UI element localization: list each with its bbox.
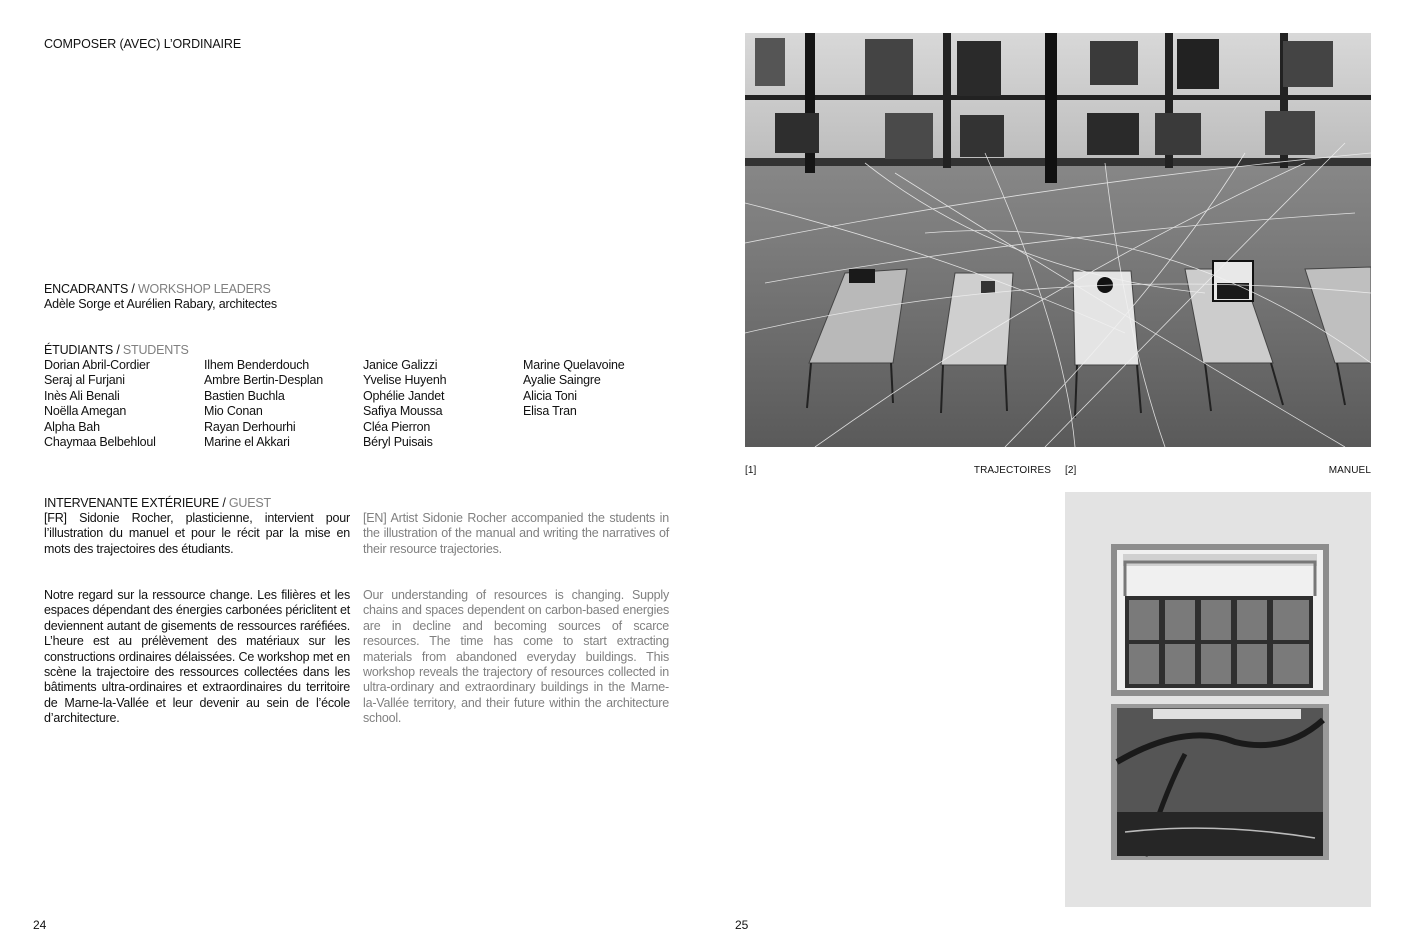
student-name: Marine el Akkari <box>204 435 290 450</box>
student-name: Yvelise Huyenh <box>363 373 447 388</box>
leaders-names: Adèle Sorge et Aurélien Rabary, architectes <box>44 297 277 311</box>
students-separator: / <box>113 343 123 357</box>
student-name: Alpha Bah <box>44 419 100 434</box>
leaders-heading-en: WORKSHOP LEADERS <box>137 282 271 296</box>
guest-separator: / <box>219 496 229 510</box>
leaders-separator: / <box>128 282 138 296</box>
body-text-fr: Notre regard sur la ressource change. Les filières et les espaces dépendant des énergies carbonées périclitent et deviennent autant de gisements de ressources raréfiées. L’heure est au prélèvement des matériaux sur les constructions ordinaires délaissées. Ce workshop met en scène la trajectoire des ressources collectées dans les bâtiments ultra-ordinaires et extraordinaires du territoire de Marne-la-Vallée et leur devenir au sein de l’école d’architecture. <box>44 588 350 726</box>
student-name: Inès Ali Benali <box>44 388 120 403</box>
student-name: Dorian Abril-Cordier <box>44 358 150 372</box>
students-column-1 <box>44 358 204 450</box>
guest-text-fr: [FR] Sidonie Rocher, plasticienne, intervient pour l’illustration du manuel et pour le récit par la mise en mots des trajectoires des étudiants. <box>44 511 350 556</box>
page-title: COMPOSER (AVEC) L’ORDINAIRE <box>44 37 242 51</box>
caption-2-number: [2] <box>1065 465 1077 476</box>
students-column-3 <box>363 358 523 450</box>
guest-heading <box>44 496 271 511</box>
photo-trajectoires <box>745 33 1371 447</box>
page-number-right: 25 <box>735 918 749 932</box>
leaders-heading <box>44 282 271 297</box>
exhibition-photo-illustration <box>745 33 1371 447</box>
student-name: Seraj al Furjani <box>44 373 125 388</box>
student-name: Ambre Bertin-Desplan <box>204 373 323 388</box>
page-number-left: 24 <box>33 918 47 932</box>
student-name: Béryl Puisais <box>363 435 433 450</box>
guest-heading-fr: INTERVENANTE EXTÉRIEURE <box>44 496 220 510</box>
student-name: Bastien Buchla <box>204 388 285 403</box>
students-heading <box>44 343 189 358</box>
student-name: Ilhem Benderdouch <box>204 358 310 372</box>
student-name: Janice Galizzi <box>363 358 438 372</box>
leaders-heading-fr: ENCADRANTS <box>44 282 129 296</box>
student-name: Safiya Moussa <box>363 404 443 419</box>
student-name: Ophélie Jandet <box>363 388 445 403</box>
caption-2-label: MANUEL <box>1328 465 1371 476</box>
guest-heading-en: GUEST <box>228 496 271 510</box>
student-name: Noëlla Amegan <box>44 404 127 419</box>
student-name: Cléa Pierron <box>363 419 431 434</box>
students-heading-en: STUDENTS <box>122 343 189 357</box>
student-name: Marine Quelavoine <box>523 358 625 372</box>
caption-1-number: [1] <box>745 465 757 476</box>
student-name: Elisa Tran <box>523 404 577 419</box>
manual-photo-illustration <box>1065 492 1371 907</box>
body-text-en: Our understanding of resources is changing. Supply chains and spaces dependent on carbon-based energies are in decline and becoming sources of scarce resources. The time has come to start extracting materials from abandoned everyday buildings. This workshop reveals the trajectory of resources collected in ultra-ordinary and extraordinary buildings in the Marne-la-Vallée territory, and their future within the architecture school. <box>363 588 669 726</box>
photo-manuel <box>1065 492 1371 907</box>
student-name: Ayalie Saingre <box>523 373 601 388</box>
student-name: Chaymaa Belbehloul <box>44 435 156 450</box>
student-name: Alicia Toni <box>523 388 577 403</box>
guest-text-en: [EN] Artist Sidonie Rocher accompanied the students in the illustration of the manual and writing the narratives of their resource trajectories. <box>363 511 669 556</box>
student-name: Mio Conan <box>204 404 263 419</box>
students-heading-fr: ÉTUDIANTS <box>44 343 114 357</box>
student-name: Rayan Derhourhi <box>204 419 296 434</box>
students-column-4 <box>523 358 683 420</box>
students-column-2 <box>204 358 364 450</box>
caption-1-label: TRAJECTOIRES <box>973 465 1051 476</box>
